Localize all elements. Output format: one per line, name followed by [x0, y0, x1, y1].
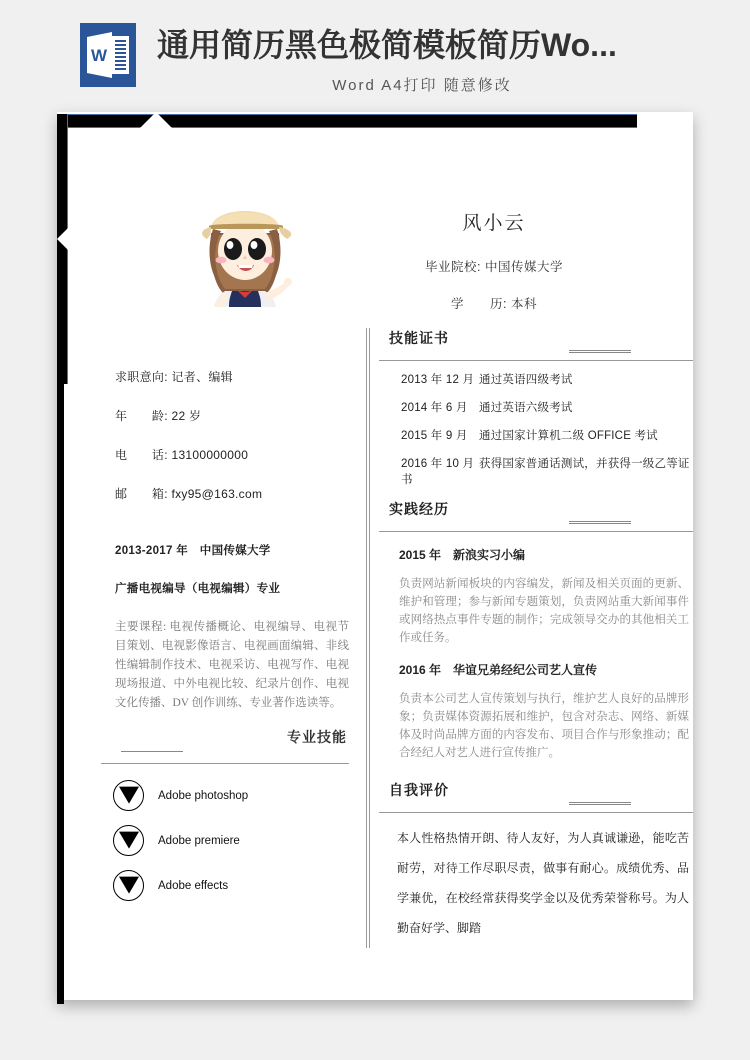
evaluation-section-rule: [379, 812, 693, 813]
resume-content: [69, 130, 693, 1000]
experience-section-header: [379, 499, 693, 529]
column-divider: [366, 328, 370, 948]
certificates-section-rule: [379, 360, 693, 361]
cartoon-girl-avatar: [191, 185, 299, 307]
page-title: 通用简历黑色极简模板简历Wo...: [157, 27, 617, 63]
list-item: [113, 780, 349, 811]
list-item: [113, 870, 349, 901]
resume-page: [57, 112, 693, 1000]
evaluation-section-header: [379, 780, 693, 810]
experience-header-dash: [569, 521, 631, 524]
experience-entry-body: 负责本公司艺人宣传策划与执行，维护艺人良好的品牌形象；负责媒体资源拓展和维护，包含对杂志、网络、新媒体及时尚品牌方面的内容发布、项目合作与形象推动；配合经纪人对艺人进行宣传推广。: [399, 693, 689, 759]
certificates-header-dash: [569, 350, 631, 353]
frame-left-bar-thin: [57, 384, 64, 1004]
experience-section-title: 实践经历: [389, 501, 449, 517]
table-row: [379, 455, 693, 487]
certificate-text: 获得国家普通话测试，并获得一级乙等证书: [401, 458, 690, 486]
certificate-text: 通过英语四级考试: [479, 374, 573, 386]
certificate-date: 2015 年 9 月: [401, 430, 468, 442]
certificate-text: 通过英语六级考试: [479, 402, 573, 414]
skills-section-header: [99, 727, 349, 757]
certificates-section-header: [379, 328, 693, 358]
education-major: 广播电视编导（电视编辑）专业: [115, 583, 281, 595]
frame-notch-top: [139, 112, 173, 129]
table-row: [379, 399, 693, 415]
evaluation-section-title: 自我评价: [389, 782, 449, 798]
candidate-name: 风小云: [462, 213, 526, 234]
experience-entry-title: 2015 年 新浪实习小编: [399, 548, 526, 562]
evaluation-header-dash: [569, 802, 631, 805]
triangle-down-circle-icon: [113, 870, 144, 901]
contact-line: 邮 箱: fxy95@163.com: [115, 487, 263, 501]
contact-line: 求职意向: 记者、编辑: [115, 370, 233, 384]
triangle-down-circle-icon: [113, 825, 144, 856]
experience-section-rule: [379, 531, 693, 532]
skills-header-dash: [121, 751, 183, 752]
table-row: [379, 371, 693, 387]
school-line: 毕业院校: 中国传媒大学: [425, 260, 563, 274]
experience-entry-title: 2016 年 华谊兄弟经纪公司艺人宣传: [399, 663, 598, 677]
education-courses: 主要课程: 电视传播概论、电视编导、电视节目策划、电视影像语言、电视画面编辑、非线性编辑制作技术、电视采访、电视写作、电视现场报道、中外电视比较、纪录片创作、电视文化传播、DV 创作训练、专业著作选读等。: [115, 621, 349, 709]
education-block: [99, 542, 349, 713]
skills-list: [99, 780, 349, 901]
experience-entry-body: 负责网站新闻板块的内容编发，新闻及相关页面的更新、维护和管理；参与新闻专题策划，负责网站重大新闻事件或网络热点事件专题的制作；完成领导交办的其他相关工作或任务。: [399, 578, 689, 644]
education-years-school: 2013-2017 年 中国传媒大学: [115, 545, 271, 557]
table-row: [379, 427, 693, 443]
list-item: [113, 825, 349, 856]
skill-label: Adobe effects: [158, 879, 229, 892]
skills-section-rule: [101, 763, 349, 764]
certificates-section-title: 技能证书: [389, 330, 449, 346]
skill-label: Adobe premiere: [158, 834, 240, 847]
skill-label: Adobe photoshop: [158, 789, 249, 802]
certificate-text: 通过国家计算机二级 OFFICE 考试: [479, 430, 658, 442]
evaluation-body: 本人性格热情开朗、待人友好，为人真诚谦逊，能吃苦耐劳，对待工作尽职尽责，做事有耐心。成绩优秀、品学兼优，在校经常获得奖学金以及优秀荣誉称号。为人勤奋好学、脚踏: [397, 831, 689, 935]
certificate-date: 2014 年 6 月: [401, 402, 468, 414]
page-header: [0, 0, 750, 110]
contact-line: 电 话: 13100000000: [115, 448, 249, 462]
certificate-date: 2016 年 10 月: [401, 458, 475, 470]
svg-text:W: W: [90, 46, 108, 65]
left-column: [99, 368, 349, 915]
skills-section-title: 专业技能: [287, 729, 347, 745]
contact-line: 年 龄: 22 岁: [115, 409, 202, 423]
right-column: [379, 328, 693, 943]
certificate-date: 2013 年 12 月: [401, 374, 475, 386]
word-document-icon: [80, 23, 136, 87]
triangle-down-circle-icon: [113, 780, 144, 811]
degree-line: 学 历: 本科: [451, 297, 537, 311]
page-subtitle: Word A4打印 随意修改: [332, 77, 512, 94]
identity-block: [344, 208, 644, 331]
